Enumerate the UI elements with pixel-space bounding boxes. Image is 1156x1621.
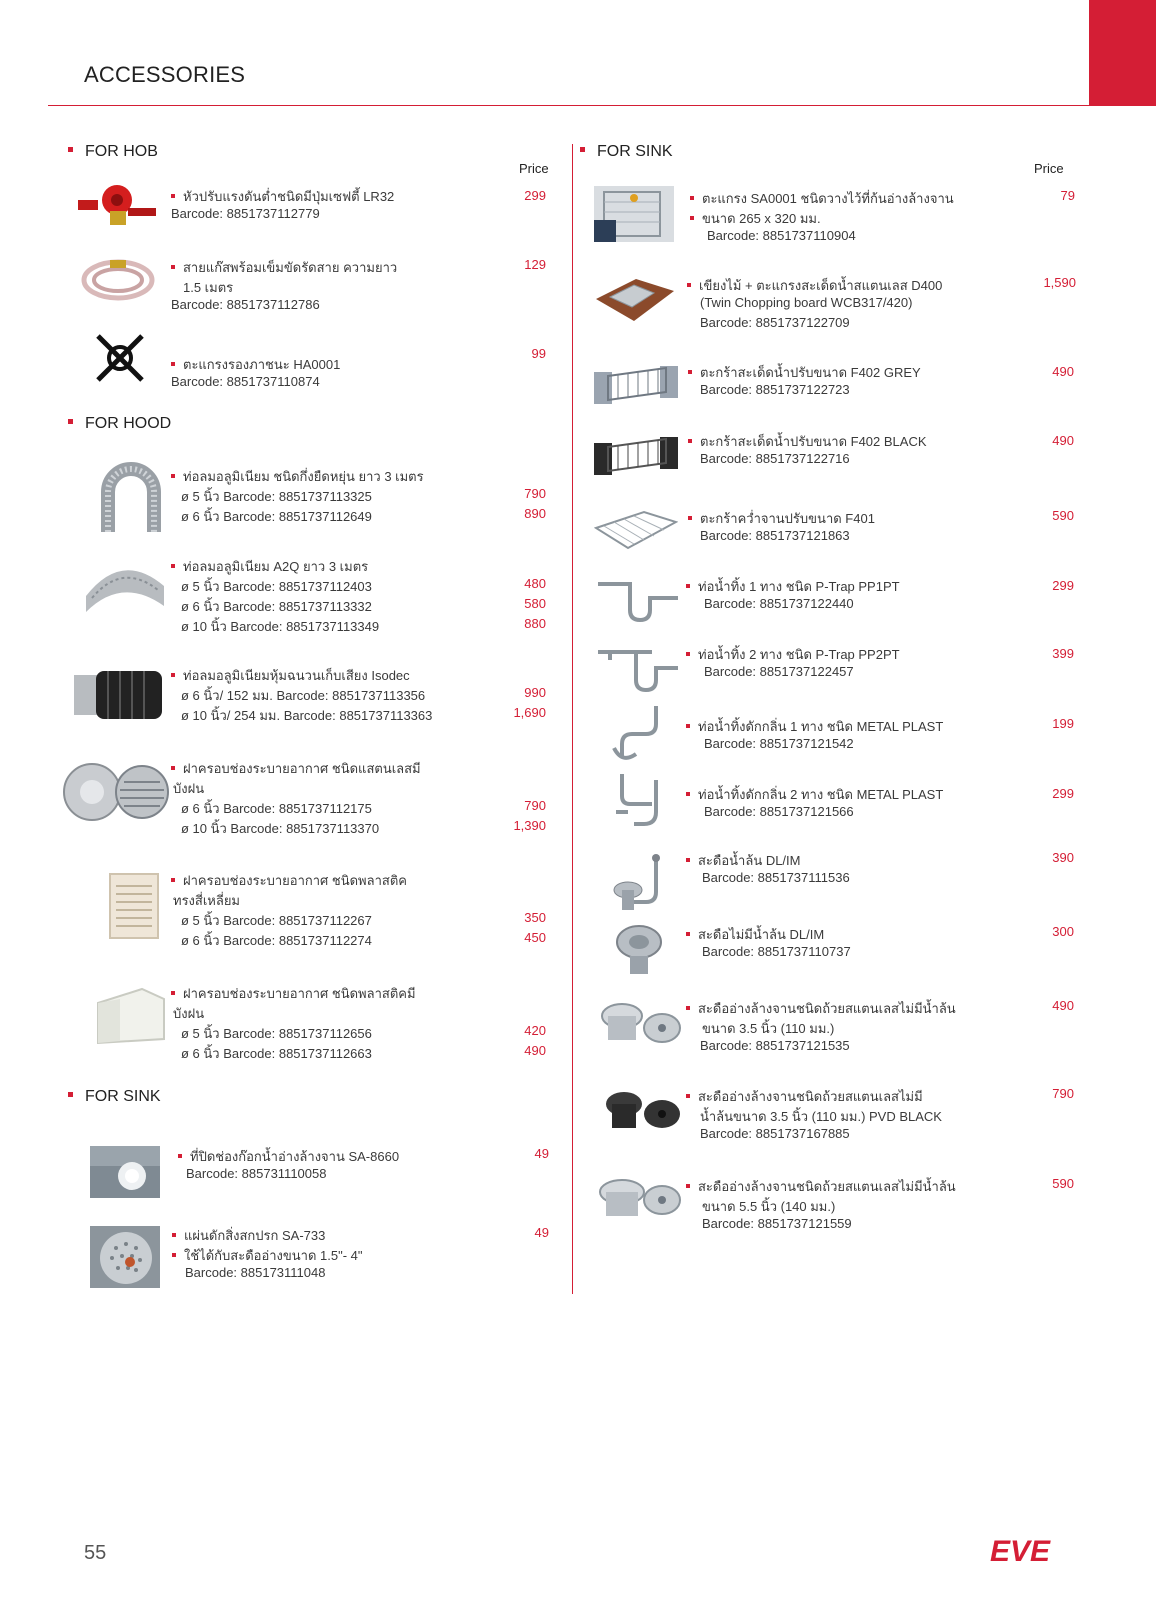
trap-1-way-icon [612,704,668,766]
sink-grid-icon [594,186,674,242]
gas-regulator-icon [72,178,162,234]
trap-2-way-icon [612,772,668,834]
black-basket-drain-icon [604,1086,684,1138]
svg-text:EVE: EVE [990,1535,1051,1568]
steel-vent-cap-icon [62,760,170,824]
section-heading-sink-left: FOR SINK [68,1088,161,1106]
aluminium-duct-icon [82,556,168,616]
p-trap-2-icon [596,646,680,696]
insulated-duct-icon [74,665,170,723]
flexible-duct-icon [98,462,164,534]
chopping-board-icon [592,275,676,325]
price-column-label: Price [519,161,549,176]
price-column-label: Price [1034,161,1064,176]
overflow-drain-icon [612,852,672,914]
black-drain-basket-icon [594,433,678,479]
grey-drain-basket-icon [594,362,678,408]
sink-strainer-plate-icon [90,1226,160,1288]
page-title: ACCESSORIES [84,62,246,87]
section-heading-hood: FOR HOOD [68,415,171,433]
dish-rack-icon [594,508,678,552]
basket-drain-55-icon [598,1176,684,1224]
gas-hose-icon [80,252,160,312]
tap-hole-cover-icon [90,1146,160,1198]
basket-drain-35-icon [600,998,684,1050]
section-heading-hob: FOR HOB [68,143,158,161]
p-trap-1-icon [596,576,680,626]
header-accent-tab [1089,0,1156,106]
page-number: 55 [84,1542,107,1564]
title-underline [48,105,1156,106]
drain-no-overflow-icon [614,922,664,980]
plastic-vent-hood-icon [92,985,168,1045]
eve-logo-icon [988,1532,1076,1568]
square-vent-icon [108,872,160,942]
column-divider [572,144,573,1294]
pan-support-icon [92,330,148,386]
section-heading-sink-right: FOR SINK [580,143,673,161]
